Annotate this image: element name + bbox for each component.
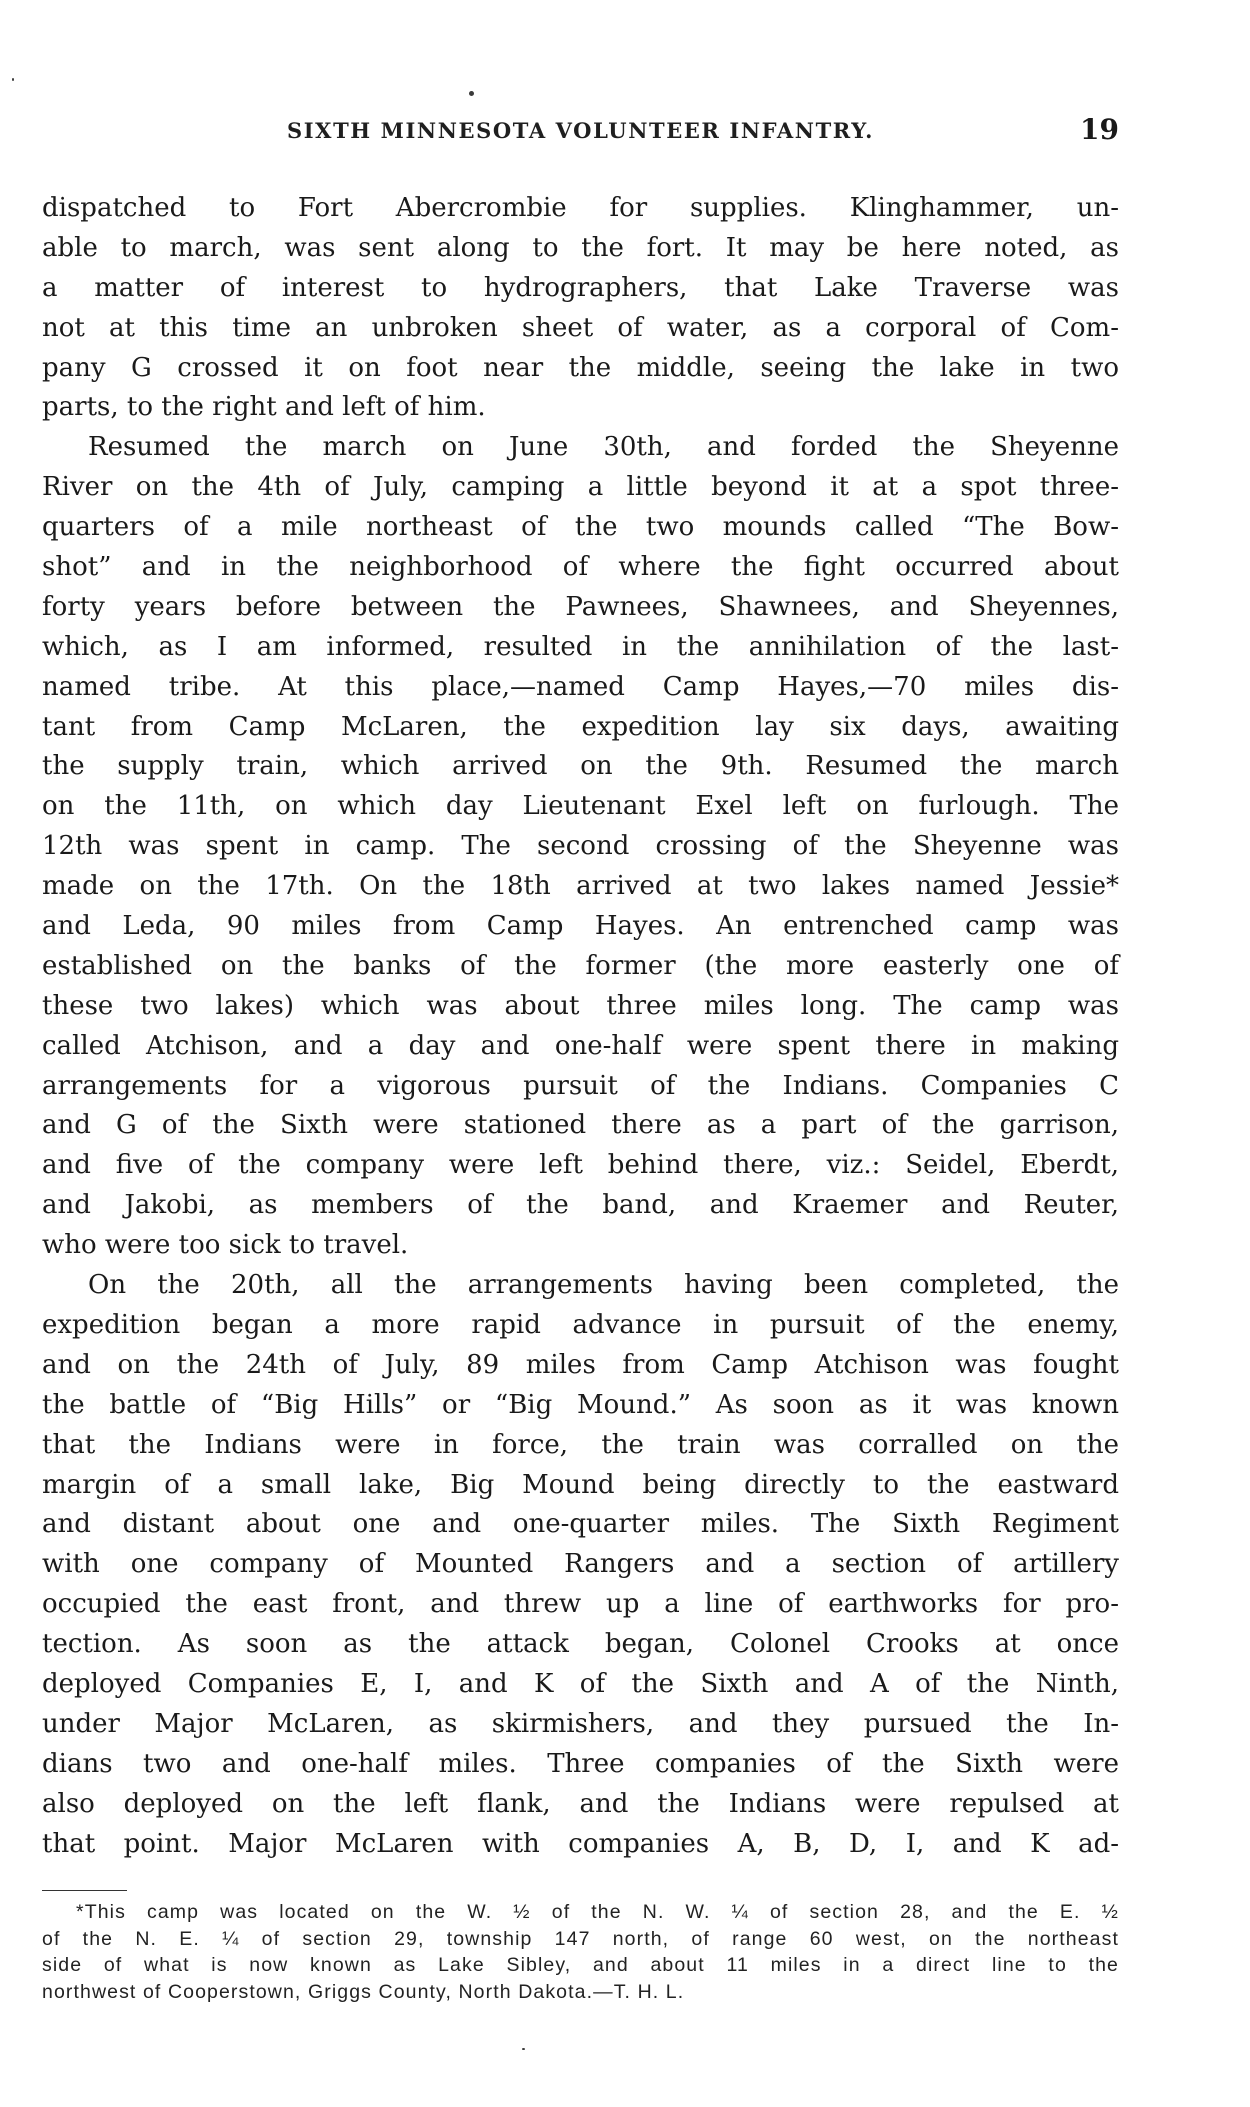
text-line: with one company of Mounted Rangers and a section of artillery xyxy=(42,1549,1119,1580)
text-line: tant from Camp McLaren, the expedition lay six days, awaiting xyxy=(42,711,1119,742)
text-line: the supply train, which arrived on the 9th. Resumed the march xyxy=(42,751,1119,782)
text-line: named tribe. At this place,—named Camp Hayes,—70 miles dis- xyxy=(42,671,1119,702)
footnote-line: side of what is now known as Lake Sibley, and about 11 miles in a direct line to the xyxy=(42,1954,1119,1976)
text-line: who were too sick to travel. xyxy=(42,1230,409,1261)
running-head: SIXTH MINNESOTA VOLUNTEER INFANTRY. xyxy=(286,118,875,143)
text-line: and five of the company were left behind there, viz.: Seidel, Eberdt, xyxy=(42,1150,1119,1181)
text-line: and G of the Sixth were stationed there as a part of the garrison, xyxy=(42,1110,1119,1141)
text-line: a matter of interest to hydrographers, that Lake Traverse was xyxy=(42,272,1119,303)
text-line: tection. As soon as the attack began, Colonel Crooks at once xyxy=(42,1629,1119,1660)
text-line: pany G crossed it on foot near the middle, seeing the lake in two xyxy=(42,352,1119,383)
text-line: also deployed on the left flank, and the Indians were repulsed at xyxy=(42,1788,1119,1819)
footnote-line: northwest of Cooperstown, Griggs County, North Dakota.—T. H. L. xyxy=(42,1980,685,2003)
footnote-rule xyxy=(42,1890,127,1891)
text-line: established on the banks of the former (the more easterly one of xyxy=(42,950,1119,981)
text-line: Resumed the march on June 30th, and forded the Sheyenne xyxy=(88,432,1119,463)
ink-speck xyxy=(12,78,14,81)
text-line: River on the 4th of July, camping a little beyond it at a spot three- xyxy=(42,472,1119,503)
text-line: shot” and in the neighborhood of where the fight occurred about xyxy=(42,552,1119,583)
text-line: under Major McLaren, as skirmishers, and they pursued the In- xyxy=(42,1708,1119,1739)
text-line: deployed Companies E, I, and K of the Sixth and A of the Ninth, xyxy=(42,1668,1119,1699)
text-line: these two lakes) which was about three miles long. The camp was xyxy=(42,990,1119,1021)
ink-speck xyxy=(522,2048,525,2050)
page-number: 19 xyxy=(1080,113,1119,146)
text-line: On the 20th, all the arrangements having been completed, the xyxy=(88,1270,1119,1301)
text-line: forty years before between the Pawnees, Shawnees, and Sheyennes, xyxy=(42,591,1119,622)
body-text xyxy=(42,189,1119,1864)
text-line: able to march, was sent along to the fort. It may be here noted, as xyxy=(42,232,1119,263)
text-line: 12th was spent in camp. The second crossing of the Sheyenne was xyxy=(42,831,1119,862)
footnote-line: *This camp was located on the W. ½ of the N. W. ¼ of section 28, and the E. ½ xyxy=(76,1901,1119,1923)
text-line: quarters of a mile northeast of the two mounds called “The Bow- xyxy=(42,512,1119,543)
text-line: arrangements for a vigorous pursuit of the Indians. Companies C xyxy=(42,1070,1119,1101)
footnote xyxy=(42,1899,1119,2005)
text-line: called Atchison, and a day and one-half were spent there in making xyxy=(42,1030,1119,1061)
text-line: the battle of “Big Hills” or “Big Mound.” As soon as it was known xyxy=(42,1389,1119,1420)
text-line: and Leda, 90 miles from Camp Hayes. An entrenched camp was xyxy=(42,911,1119,942)
text-line: and on the 24th of July, 89 miles from Camp Atchison was fought xyxy=(42,1349,1119,1380)
text-line: on the 11th, on which day Lieutenant Exel left on furlough. The xyxy=(42,791,1119,822)
text-line: parts, to the right and left of him. xyxy=(42,392,486,423)
ink-speck xyxy=(469,91,474,96)
footnote-line: of the N. E. ¼ of section 29, township 147 north, of range 60 west, on the northeast xyxy=(42,1927,1119,1950)
page-header xyxy=(42,113,1119,156)
text-line: and Jakobi, as members of the band, and Kraemer and Reuter, xyxy=(42,1190,1119,1221)
text-line: dispatched to Fort Abercrombie for supplies. Klinghammer, un- xyxy=(42,193,1119,223)
text-line: margin of a small lake, Big Mound being directly to the eastward xyxy=(42,1469,1119,1500)
text-line: which, as I am informed, resulted in the annihilation of the last- xyxy=(42,631,1119,662)
text-line: expedition began a more rapid advance in pursuit of the enemy, xyxy=(42,1309,1119,1340)
text-line: dians two and one-half miles. Three companies of the Sixth were xyxy=(42,1748,1119,1779)
text-line: that the Indians were in force, the train was corralled on the xyxy=(42,1429,1119,1460)
text-line: occupied the east front, and threw up a line of earthworks for pro- xyxy=(42,1589,1119,1620)
text-line: not at this time an unbroken sheet of water, as a corporal of Com- xyxy=(42,312,1119,343)
text-line: made on the 17th. On the 18th arrived at two lakes named Jessie* xyxy=(42,871,1119,902)
text-line: that point. Major McLaren with companies A, B, D, I, and K ad- xyxy=(42,1828,1119,1859)
text-line: and distant about one and one-quarter miles. The Sixth Regiment xyxy=(42,1509,1119,1540)
